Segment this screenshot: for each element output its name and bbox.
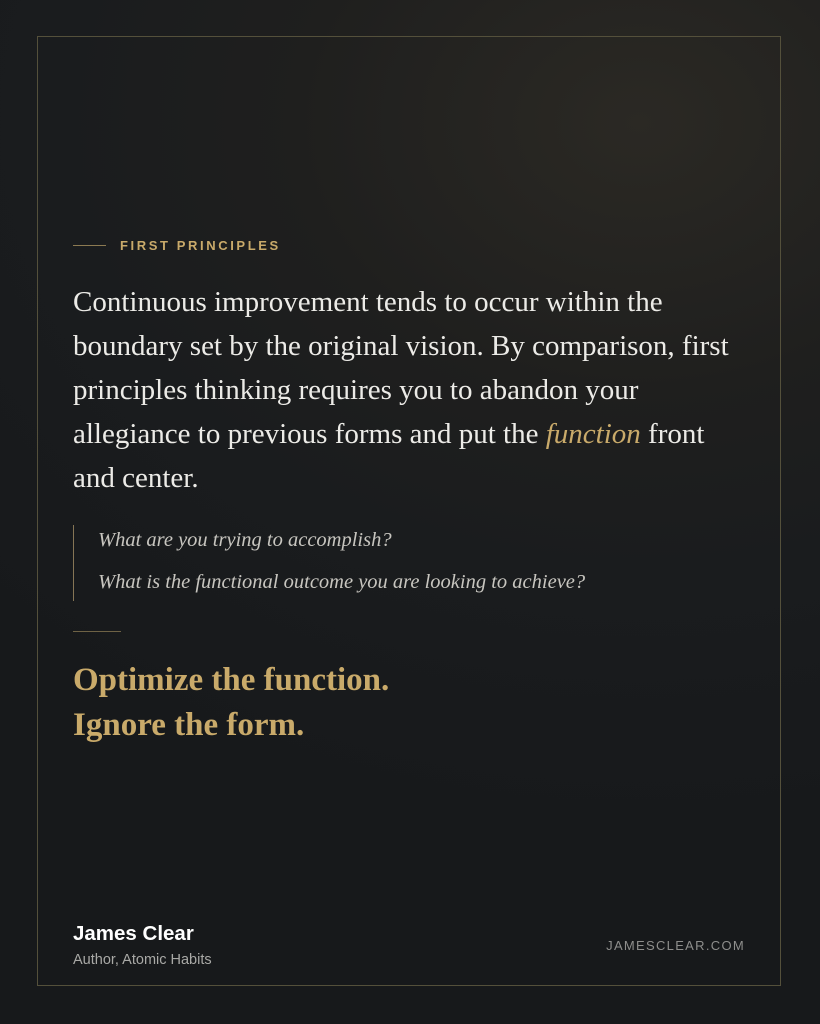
question-line-2: What is the functional outcome you are looking to achieve? xyxy=(98,571,586,593)
section-divider xyxy=(73,631,121,632)
card-border-frame xyxy=(37,36,781,986)
callout-line-1: Optimize the function. xyxy=(73,662,390,698)
eyebrow-label: FIRST PRINCIPLES xyxy=(120,237,281,253)
body-text-end: front and center. xyxy=(73,418,705,494)
questions-block xyxy=(73,525,713,601)
callout-line-2: Ignore the form. xyxy=(73,707,305,743)
body-text-start: Continuous improvement tends to occur within the boundary set by the original vision. By comparison, first principles thinking requires you to abandon your allegiance to previous forms and put the xyxy=(73,286,729,450)
body-highlight-word: function xyxy=(545,418,641,450)
question-line-1: What are you trying to accomplish? xyxy=(98,529,392,551)
author-name: James Clear xyxy=(73,922,194,945)
site-url: JAMESCLEAR.COM xyxy=(606,938,745,953)
eyebrow-rule xyxy=(73,245,106,246)
section-eyebrow xyxy=(73,235,281,255)
author-role: Author, Atomic Habits xyxy=(73,952,212,968)
callout-heading xyxy=(73,658,389,748)
body-paragraph xyxy=(73,280,753,500)
